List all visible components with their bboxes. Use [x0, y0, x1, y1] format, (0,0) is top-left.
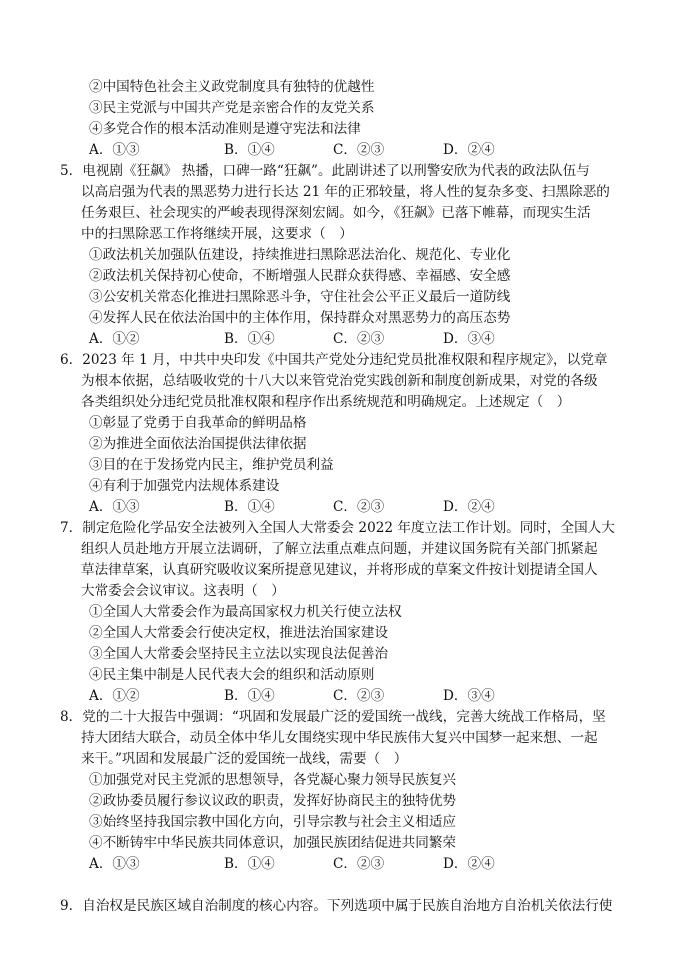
q7-option-c: C．②③: [333, 688, 385, 704]
q7-option-a: A．①②: [89, 688, 140, 704]
q7-item-4: ④民主集中制是人民代表大会的组织和活动原则: [89, 667, 375, 683]
q8-stem-line-2: 持大团结大联合，动员全体中华儿女围绕实现中华民族伟大复兴中国梦一起来想、一起: [81, 730, 598, 746]
q7-item-1: ①全国人大常委会作为最高国家权力机关行使立法权: [89, 604, 402, 620]
q5-stem-line-3: 任务艰巨、社会现实的严峻表现得深刻宏阔。如今，《狂飙》已落下帷幕，而现实生活: [81, 205, 591, 221]
q5-stem-line-2: 以高启强为代表的黑恶势力进行长达 21 年的正邪较量，将人性的复杂多变、扫黑除恶的: [81, 184, 610, 200]
q6-stem-line-3: 各类组织处分违纪党员批准权限和程序作出系统规范和明确规定。上述规定（ ）: [81, 394, 571, 410]
q8-item-1: ①加强党对民主党派的思想领导，各党凝心聚力领导民族复兴: [89, 772, 457, 788]
q8-item-3: ③始终坚持我国宗教中国化方向，引导宗教与社会主义相适应: [89, 814, 457, 830]
q6-option-a: A．①③: [89, 499, 140, 515]
q5-option-c: C．②③: [333, 331, 385, 347]
q4-option-a: A．①③: [89, 142, 140, 158]
q7-stem-line-2: 组织人员赴地方开展立法调研，了解立法重点难点问题，并建议国务院有关部门抓紧起: [81, 541, 598, 557]
q9-stem-line-1: 9．自治权是民族区域自治制度的核心内容。下列选项中属于民族自治地方自治机关依法行使: [60, 898, 613, 914]
q5-item-3: ③公安机关常态化推进扫黑除恶斗争，守住社会公平正义最后一道防线: [89, 289, 511, 305]
q8-item-2: ②政协委员履行参议议政的职责，发挥好协商民主的独特优势: [89, 793, 457, 809]
q8-stem-line-1: 8．党的二十大报告中强调：“巩固和发展最广泛的爱国统一战线，完善大统战工作格局，坚: [60, 709, 606, 725]
q6-item-1: ①彰显了党勇于自我革命的鲜明品格: [89, 415, 307, 431]
q7-option-b: B．①④: [224, 688, 275, 704]
q4-item-4: ④多党合作的根本活动准则是遵守宪法和法律: [89, 121, 361, 137]
q8-option-b: B．①④: [224, 856, 275, 872]
q6-item-3: ③目的在于发扬党内民主，维护党员利益: [89, 457, 334, 473]
q6-item-4: ④有利于加强党内法规体系建设: [89, 478, 280, 494]
q4-option-d: D．②④: [443, 142, 495, 158]
q6-option-d: D．②④: [443, 499, 495, 515]
q6-stem-line-1: 6．2023 年 1 月，中共中央印发《中国共产党处分违纪党员批准权限和程序规定》，以党章: [60, 352, 608, 368]
q5-option-b: B．①④: [224, 331, 275, 347]
q4-option-c: C．②③: [333, 142, 385, 158]
q4-item-3: ③民主党派与中国共产党是亲密合作的友党关系: [89, 100, 375, 116]
q5-stem-line-4: 中的扫黑除恶工作将继续开展，这要求（ ）: [81, 226, 353, 242]
q8-item-4: ④不断铸牢中华民族共同体意识，加强民族团结促进共同繁荣: [89, 835, 457, 851]
q5-item-2: ②政法机关保持初心使命，不断增强人民群众获得感、幸福感、安全感: [89, 268, 511, 284]
q7-stem-line-3: 草法律草案，认真研究吸收议案所提意见建议，并将形成的草案文件按计划提请全国人: [81, 562, 598, 578]
q7-item-3: ③全国人大常委会坚持民主立法以实现良法促善治: [89, 646, 389, 662]
q7-item-2: ②全国人大常委会行使决定权，推进法治国家建设: [89, 625, 389, 641]
q7-option-d: D．③④: [443, 688, 495, 704]
q7-stem-line-4: 大常委会会议审议。这表明（ ）: [81, 583, 285, 599]
q8-option-d: D．②④: [443, 856, 495, 872]
q6-option-b: B．①④: [224, 499, 275, 515]
q6-stem-line-2: 为根本依据，总结吸收党的十八大以来管党治党实践创新和制度创新成果，对党的各级: [81, 373, 598, 389]
q5-option-d: D．③④: [443, 331, 495, 347]
q6-option-c: C．②③: [333, 499, 385, 515]
q5-option-a: A．①②: [89, 331, 140, 347]
q8-option-a: A．①③: [89, 856, 140, 872]
q8-stem-line-3: 来干。”巩固和发展最广泛的爱国统一战线，需要（ ）: [81, 751, 408, 767]
q5-item-4: ④发挥人民在依法治国中的主体作用，保持群众对黑恶势力的高压态势: [89, 310, 511, 326]
q8-option-c: C．②③: [333, 856, 385, 872]
q4-item-2: ②中国特色社会主义政党制度具有独特的优越性: [89, 79, 375, 95]
q7-stem-line-1: 7．制定危险化学品安全法被列入全国人大常委会 2022 年度立法工作计划。同时，全国人大: [60, 520, 615, 536]
q5-stem-line-1: 5．电视剧《狂飙》 热播，口碑一路“狂飙”。此剧讲述了以刑警安欣为代表的政法队伍与: [60, 163, 590, 179]
q6-item-2: ②为推进全面依法治国提供法律依据: [89, 436, 307, 452]
q4-option-b: B．①④: [224, 142, 275, 158]
q5-item-1: ①政法机关加强队伍建设，持续推进扫黑除恶法治化、规范化、专业化: [89, 247, 511, 263]
